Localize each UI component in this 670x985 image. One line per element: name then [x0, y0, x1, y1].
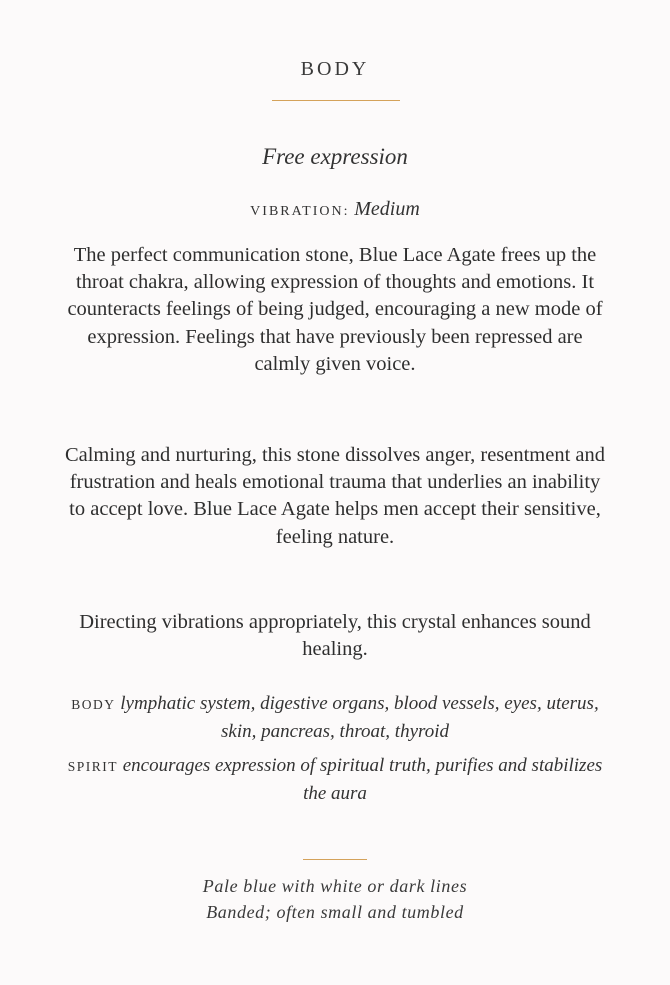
section-title: BODY	[300, 58, 370, 80]
body-label: BODY	[71, 697, 116, 712]
spirit-text: encourages expression of spiritual truth, purifies and stabilizes the aura	[122, 755, 603, 804]
vibration-value: Medium	[354, 198, 420, 220]
footer-form-description: Banded; often small and tumbled	[206, 902, 464, 922]
body-text: lymphatic system, digestive organs, blood vessels, eyes, uterus, skin, pancreas, throat, thyroid	[120, 693, 599, 742]
bottom-divider	[303, 859, 367, 860]
footer-color-description: Pale blue with white or dark lines	[202, 876, 468, 896]
paragraph-calming: Calming and nurturing, this stone dissolves anger, resentment and frustration and heals emotional trauma that underlies an inability to accept love. Blue Lace Agate helps men accept their sensitive, feeling nature.	[64, 444, 606, 548]
vibration-line	[0, 198, 670, 221]
subtitle: Free expression	[262, 144, 408, 169]
top-divider	[272, 100, 400, 101]
vibration-label: VIBRATION:	[250, 204, 350, 219]
body-properties	[60, 690, 610, 745]
paragraph-communication: The perfect communication stone, Blue Lace Agate frees up the throat chakra, allowing expression of thoughts and emotions. It counteracts feelings of being judged, encouraging a new mode of expression. Feelings that have previously been repressed are calmly given voice.	[67, 244, 603, 375]
paragraph-vibrations: Directing vibrations appropriately, this crystal enhances sound healing.	[79, 611, 591, 661]
spirit-label: SPIRIT	[67, 759, 118, 774]
spirit-properties	[60, 752, 610, 807]
